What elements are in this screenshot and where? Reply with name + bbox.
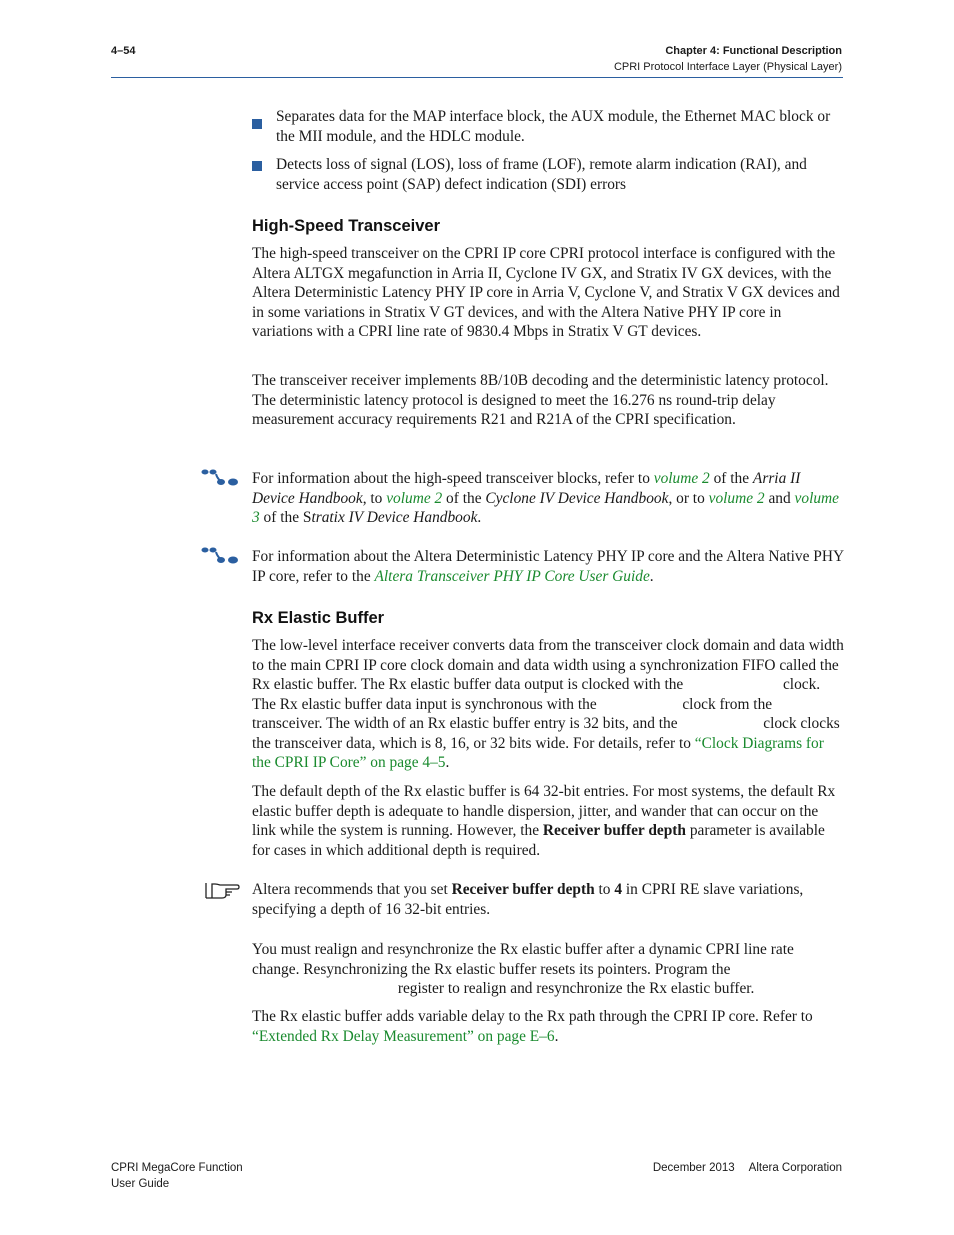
doc-title: Arria II Device Handbook xyxy=(252,470,801,507)
note-text: For information about the high-speed transceiver blocks, refer to xyxy=(252,470,654,487)
paragraph-text: The high-speed transceiver on the CPRI IP core CPRI protocol interface is configured with the Altera ALTGX megafunction in Arria II, Cyclone IV GX, and Stratix IV GX devices, with the Altera Deterministic Latency PHY IP core in Arria V, Cyclone V, and Stratix V GX devices and in some variations in Stratix V GT devices, and with the Altera Native PHY IP core in variations with a CPRI line rate of 9830.4 Mbps in Stratix V GT devices. xyxy=(252,245,840,340)
paragraph-text: register to realign and resynchronize the Rx elastic buffer. xyxy=(394,980,755,997)
footer-product: CPRI MegaCore Function xyxy=(111,1162,243,1174)
footer-company: Altera Corporation xyxy=(748,1162,842,1174)
parameter-name: Receiver buffer depth xyxy=(542,822,686,839)
link-clock-diagrams[interactable]: “Clock Diagrams for the CPRI IP Core” on page 4–5 xyxy=(252,734,824,771)
paragraph-text: parameter is available for cases in which additional depth is required. xyxy=(252,822,825,859)
bullet-marker xyxy=(252,119,262,129)
paragraph-text: The Rx elastic buffer adds variable delay to the Rx path through the CPRI IP core. Refer to xyxy=(252,1008,813,1025)
link-volume-3-stratix[interactable]: volume 3 xyxy=(252,489,839,526)
note-text: to xyxy=(594,881,615,898)
chapter-title: Chapter 4: Functional Description xyxy=(665,45,842,57)
parameter-value: 4 xyxy=(614,881,623,898)
note-text: and xyxy=(764,489,795,507)
reference-note-icon xyxy=(200,469,240,487)
footer-left xyxy=(111,1160,243,1192)
note-text: . xyxy=(649,567,654,585)
paragraph-text: . xyxy=(554,1027,559,1045)
paragraph-text: . xyxy=(445,754,450,771)
note-text: For information about the Altera Deterministic Latency PHY IP core and the Altera Native PHY IP core, refer to the xyxy=(252,548,844,585)
link-extended-rx-delay[interactable]: “Extended Rx Delay Measurement” on page E–6 xyxy=(252,1027,555,1045)
note-text: in CPRI RE slave variations, specifying a depth of 16 32-bit entries. xyxy=(252,881,804,918)
recommendation-note xyxy=(252,880,844,919)
paragraph-text: The low-level interface receiver converts data from the transceiver clock domain and data width to the main CPRI IP core clock domain and data width using a synchronization FIFO called the Rx elastic buffer. The Rx elastic buffer data output is clocked with the xyxy=(252,637,844,693)
paragraph xyxy=(252,782,844,860)
paragraph-text: clock from the transceiver. The width of an Rx elastic buffer entry is 32 bits, and the xyxy=(252,695,773,732)
bullet-item: Detects loss of signal (LOS), loss of frame (LOF), remote alarm indication (RAI), and service access point (SAP) defect indication (SDI) errors xyxy=(276,156,807,193)
header-rule xyxy=(111,77,843,78)
note-text: , to xyxy=(362,489,387,507)
paragraph-text: The default depth of the Rx elastic buffer is 64 32-bit entries. For most systems, the default Rx elastic buffer depth is adequate to handle dispersion, jitter, and wander that can occur on the link while the system is running. However, the xyxy=(252,783,836,839)
section-heading-hst: High-Speed Transceiver xyxy=(252,217,440,235)
link-volume-2-stratix[interactable]: volume 2 xyxy=(708,489,765,507)
doc-title: Cyclone IV Device Handbook xyxy=(485,489,669,507)
parameter-name: Receiver buffer depth xyxy=(451,881,595,898)
pointing-hand-icon xyxy=(204,880,240,900)
link-transceiver-phy-guide[interactable]: Altera Transceiver PHY IP Core User Guide xyxy=(374,567,650,585)
link-volume-2-arria[interactable]: volume 2 xyxy=(653,470,710,487)
paragraph-text: The transceiver receiver implements 8B/10B decoding and the deterministic latency protocol. The deterministic latency protocol is designed to meet the 16.276 ns round-trip delay measurement accuracy requirements R21 and R21A of the CPRI specification. xyxy=(252,372,829,428)
bullet-marker xyxy=(252,161,262,171)
reference-note-1 xyxy=(252,469,844,528)
footer-doc: User Guide xyxy=(111,1178,170,1190)
note-text: , or to xyxy=(668,489,709,507)
paragraph xyxy=(252,636,844,773)
note-text: . xyxy=(477,509,482,526)
page-number: 4–54 xyxy=(111,45,136,57)
section-heading-rxeb: Rx Elastic Buffer xyxy=(252,609,385,627)
note-text: of the S xyxy=(259,509,312,526)
paragraph-text: You must realign and resynchronize the Rx elastic buffer after a dynamic CPRI line rate change. Resynchronizing the Rx elastic buffer resets its pointers. Program the xyxy=(252,941,794,978)
note-text: of the xyxy=(442,489,486,507)
paragraph xyxy=(252,1007,844,1046)
footer-date: December 2013 xyxy=(652,1162,735,1174)
reference-note-icon xyxy=(200,547,240,565)
paragraph-text: clock. The Rx elastic buffer data input is synchronous with the xyxy=(252,676,821,713)
note-text: Altera recommends that you set xyxy=(252,881,452,898)
note-text: of the xyxy=(709,470,753,487)
doc-title: tratix IV Device Handbook xyxy=(311,509,478,526)
running-header xyxy=(614,43,842,75)
reference-note-2 xyxy=(252,547,844,586)
footer-right xyxy=(639,1160,842,1176)
section-title: CPRI Protocol Interface Layer (Physical Layer) xyxy=(613,61,842,73)
bullet-item: Separates data for the MAP interface block, the AUX module, the Ethernet MAC block or the MII module, and the HDLC module. xyxy=(276,108,831,145)
paragraph xyxy=(252,940,844,999)
paragraph-text: clock clocks the transceiver data, which is 8, 16, or 32 bits wide. For details, refer to xyxy=(252,715,840,752)
paragraph xyxy=(252,244,844,342)
link-volume-2-cyclone[interactable]: volume 2 xyxy=(386,489,443,507)
paragraph xyxy=(252,371,844,430)
